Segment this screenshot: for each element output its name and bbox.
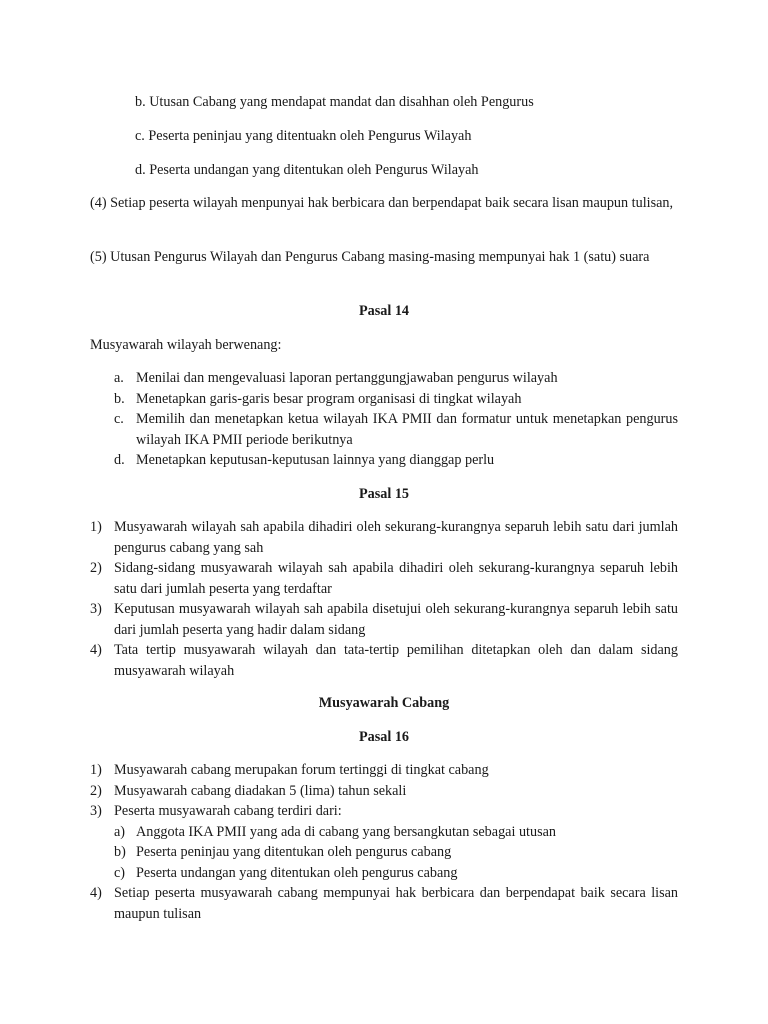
list-item-text: Musyawarah wilayah sah apabila dihadiri oleh sekurang-kurangnya separuh lebih satu dari jumlah pengurus cabang yang sah (114, 519, 678, 556)
list-item-text: Peserta musyawarah cabang terdiri dari: (114, 803, 342, 819)
item-c-line: c. Peserta peninjau yang ditentuakn oleh Pengurus Wilayah (135, 128, 472, 144)
paragraph-4: (4) Setiap peserta wilayah menpunyai hak berbicara dan berpendapat baik secara lisan maupun tulisan, (90, 195, 674, 211)
list-item-text: Setiap peserta musyawarah cabang mempunyai hak berbicara dan berpendapat baik secara lisan maupun tulisan (114, 885, 678, 922)
list-item-text: Musyawarah cabang merupakan forum tertinggi di tingkat cabang (114, 762, 489, 778)
list-marker: 4) (90, 885, 102, 901)
sub-list-item (90, 863, 678, 884)
pasal-14-list (90, 368, 678, 471)
section-heading-musyawarah-cabang: Musyawarah Cabang (318, 695, 450, 711)
pasal-16-list-continued (90, 883, 678, 924)
pasal-16-heading: Pasal 16 (358, 729, 410, 745)
list-item-text: Menetapkan garis-garis besar program organisasi di tingkat wilayah (136, 390, 522, 407)
pasal-16-list (90, 760, 678, 822)
pasal-14-heading: Pasal 14 (358, 303, 410, 319)
list-item-text: Anggota IKA PMII yang ada di cabang yang bersangkutan sebagai utusan (136, 823, 556, 840)
list-marker: 1) (90, 519, 102, 535)
list-marker: a) (114, 823, 126, 840)
list-item-text: Musyawarah cabang diadakan 5 (lima) tahun sekali (114, 782, 407, 799)
list-item (90, 368, 678, 389)
list-marker: b. (114, 390, 125, 407)
list-item (90, 781, 678, 802)
list-item-text: Peserta undangan yang ditentukan oleh pengurus cabang (136, 864, 458, 881)
list-item (90, 760, 678, 781)
list-marker: c. (114, 411, 124, 427)
list-item (90, 450, 678, 471)
list-item-text: Sidang-sidang musyawarah wilayah sah apabila dihadiri oleh sekurang-kurangnya separuh lebih satu dari jumlah peserta yang terdaftar (114, 560, 678, 597)
list-item (90, 599, 678, 640)
pasal-14-intro: Musyawarah wilayah berwenang: (90, 337, 282, 353)
list-item (90, 883, 678, 924)
list-item (90, 389, 678, 410)
list-marker: 4) (90, 642, 102, 658)
list-item (90, 558, 678, 599)
pasal-15-list (90, 517, 678, 681)
list-marker: c) (114, 864, 126, 881)
list-item (90, 517, 678, 558)
item-b-line: b. Utusan Cabang yang mendapat mandat dan disahhan oleh Pengurus (135, 94, 534, 110)
list-marker: 3) (90, 803, 102, 819)
list-marker: 1) (90, 762, 102, 778)
list-marker: 3) (90, 601, 102, 617)
list-marker: 2) (90, 560, 102, 576)
list-item-text: Peserta peninjau yang ditentukan oleh pengurus cabang (136, 844, 452, 860)
item-d-line: d. Peserta undangan yang ditentukan oleh Pengurus Wilayah (135, 162, 479, 178)
list-item (90, 640, 678, 681)
list-marker: a. (114, 370, 124, 386)
list-marker: d. (114, 452, 125, 468)
list-item (90, 801, 678, 822)
pasal-15-heading: Pasal 15 (358, 486, 410, 502)
pasal-16-sublist (90, 822, 678, 884)
paragraph-5: (5) Utusan Pengurus Wilayah dan Pengurus Cabang masing-masing mempunyai hak 1 (satu) suara (90, 249, 650, 265)
list-item-text: Menilai dan mengevaluasi laporan pertanggungjawaban pengurus wilayah (136, 370, 558, 386)
list-item (90, 409, 678, 450)
sub-list-item (90, 842, 678, 863)
list-item-text: Memilih dan menetapkan ketua wilayah IKA PMII dan formatur untuk menetapkan pengurus wilayah IKA PMII periode berikutnya (136, 411, 678, 448)
list-item-text: Menetapkan keputusan-keputusan lainnya yang dianggap perlu (136, 452, 495, 468)
list-item-text: Keputusan musyawarah wilayah sah apabila disetujui oleh sekurang-kurangnya separuh lebih satu dari jumlah peserta yang hadir dalam sidang (114, 601, 678, 638)
list-item-text: Tata tertip musyawarah wilayah dan tata-tertip pemilihan ditetapkan oleh dan dalam sidang musyawarah wilayah (114, 642, 678, 679)
list-marker: b) (114, 844, 126, 860)
sub-list-item (90, 822, 678, 843)
list-marker: 2) (90, 782, 102, 799)
